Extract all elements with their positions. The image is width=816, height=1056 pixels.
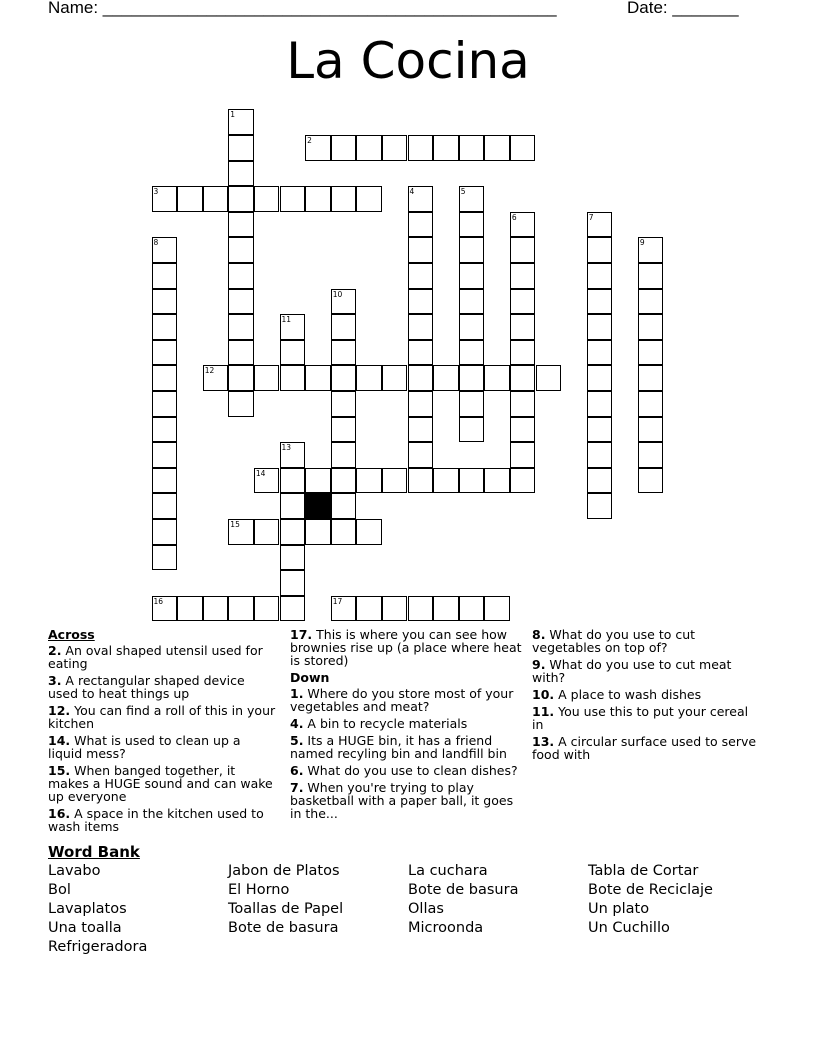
word-bank-item: Jabon de Platos <box>228 863 340 879</box>
crossword-cell[interactable] <box>459 340 485 366</box>
crossword-cell[interactable] <box>254 596 280 622</box>
crossword-cell[interactable] <box>408 263 434 289</box>
crossword-cell[interactable] <box>280 596 306 622</box>
word-bank-item: Ollas <box>408 901 444 917</box>
clue-number-label: 6. <box>290 763 304 778</box>
crossword-cell[interactable] <box>510 135 536 161</box>
clue-number: 8 <box>153 238 159 248</box>
crossword-cell[interactable] <box>331 391 357 417</box>
crossword-cell[interactable] <box>305 365 331 391</box>
clue-text: When you're trying to play basketball with a paper ball, it goes in the... <box>290 780 514 821</box>
word-bank-item: Lavaplatos <box>48 901 127 917</box>
clue <box>532 735 757 761</box>
clue <box>532 658 757 684</box>
crossword-cell[interactable] <box>382 596 408 622</box>
crossword-cell[interactable] <box>331 493 357 519</box>
date-field-label: Date: _______ <box>627 0 739 17</box>
clue-text: What do you use to cut meat with? <box>532 657 732 685</box>
down-heading: Down <box>290 670 330 685</box>
crossword-cell[interactable] <box>254 365 280 391</box>
clue-number-label: 9. <box>532 657 546 672</box>
clue <box>290 734 522 760</box>
crossword-cell[interactable] <box>459 289 485 315</box>
clue-number: 2 <box>307 136 312 145</box>
clue-text: A circular surface used to serve food with <box>532 734 757 762</box>
clue-number-label: 2. <box>48 643 62 658</box>
word-bank-item: Un Cuchillo <box>588 920 670 936</box>
crossword-cell[interactable] <box>331 186 357 212</box>
crossword-cell[interactable] <box>638 263 664 289</box>
crossword-cell[interactable] <box>459 135 485 161</box>
clue-number: 17 <box>332 596 343 606</box>
crossword-cell[interactable] <box>408 212 434 238</box>
crossword-cell[interactable] <box>152 417 178 443</box>
crossword-cell[interactable] <box>305 186 331 212</box>
crossword-cell[interactable] <box>280 365 306 391</box>
word-bank-item: Tabla de Cortar <box>588 863 699 879</box>
crossword-cell[interactable] <box>152 442 178 468</box>
page-title: La Cocina <box>286 32 530 90</box>
word-bank-item: Refrigeradora <box>48 939 148 955</box>
crossword-cell[interactable] <box>280 186 306 212</box>
crossword-cell[interactable] <box>331 340 357 366</box>
word-bank-column <box>48 862 147 957</box>
crossword-cell[interactable] <box>510 365 536 391</box>
clue-text: An oval shaped utensil used for eating <box>48 643 263 671</box>
crossword-cell[interactable] <box>638 417 664 443</box>
word-bank-item: El Horno <box>228 882 290 898</box>
clue-number-label: 13. <box>532 734 555 749</box>
word-bank-item: Lavabo <box>48 863 101 879</box>
crossword-cell[interactable] <box>382 135 408 161</box>
word-bank-item: Bote de Reciclaje <box>588 882 713 898</box>
clue-number: 10 <box>332 289 343 299</box>
clue <box>48 764 278 803</box>
clue-number: 5 <box>460 187 466 197</box>
word-bank-item: Una toalla <box>48 920 122 936</box>
crossword-cell[interactable] <box>152 493 178 519</box>
clue <box>48 807 278 833</box>
crossword-cell[interactable] <box>536 365 562 391</box>
clue-text: This is where you can see how brownies rise up (a place where heat is stored) <box>290 627 522 668</box>
crossword-cell[interactable] <box>356 365 382 391</box>
clue-number: 9 <box>639 238 645 248</box>
crossword-cell[interactable] <box>587 314 613 340</box>
crossword-cell[interactable] <box>433 365 459 391</box>
crossword-cell[interactable] <box>638 314 664 340</box>
crossword-cell[interactable] <box>254 519 280 545</box>
crossword-cell[interactable] <box>433 596 459 622</box>
crossword-cell[interactable] <box>331 442 357 468</box>
clue-number: 11 <box>281 315 292 325</box>
crossword-cell[interactable] <box>587 417 613 443</box>
clue <box>532 705 757 731</box>
crossword-cell[interactable] <box>356 135 382 161</box>
crossword-cell[interactable] <box>510 237 536 263</box>
crossword-cell[interactable] <box>152 289 178 315</box>
crossword-cell[interactable] <box>484 468 510 494</box>
clue-number: 16 <box>153 596 164 606</box>
clue-number: 14 <box>255 468 266 478</box>
clue-number-label: 1. <box>290 686 304 701</box>
crossword-cell[interactable] <box>152 545 178 571</box>
crossword-cell[interactable] <box>433 468 459 494</box>
crossword-cell[interactable] <box>228 186 254 212</box>
clues-column-2 <box>290 628 522 824</box>
clue <box>290 687 522 713</box>
clue-number: 12 <box>204 366 215 376</box>
crossword-cell[interactable] <box>382 365 408 391</box>
crossword-cell[interactable] <box>356 186 382 212</box>
crossword-cell[interactable] <box>638 442 664 468</box>
clue-text: What do you use to cut vegetables on top of? <box>532 627 696 655</box>
crossword-black-cell <box>305 493 331 519</box>
word-bank-column <box>228 862 343 938</box>
crossword-cell[interactable] <box>510 417 536 443</box>
crossword-cell[interactable] <box>408 340 434 366</box>
crossword-cell[interactable] <box>638 365 664 391</box>
clue-number-label: 15. <box>48 763 71 778</box>
crossword-cell[interactable] <box>228 161 254 187</box>
crossword-cell[interactable] <box>177 596 203 622</box>
clue-number-label: 12. <box>48 703 71 718</box>
clue-number: 4 <box>409 187 415 197</box>
crossword-cell[interactable] <box>152 340 178 366</box>
crossword-cell[interactable] <box>484 365 510 391</box>
crossword-cell[interactable] <box>408 391 434 417</box>
crossword-cell[interactable] <box>587 289 613 315</box>
crossword-cell[interactable] <box>408 442 434 468</box>
crossword-cell[interactable] <box>152 263 178 289</box>
crossword-cell[interactable] <box>484 596 510 622</box>
clue-number-label: 10. <box>532 687 555 702</box>
crossword-cell[interactable] <box>280 493 306 519</box>
word-bank-item: Bol <box>48 882 71 898</box>
crossword-cell[interactable] <box>587 237 613 263</box>
crossword-cell[interactable] <box>280 570 306 596</box>
crossword-cell[interactable] <box>152 391 178 417</box>
clue-number: 6 <box>511 212 517 222</box>
crossword-cell[interactable] <box>331 519 357 545</box>
crossword-cell[interactable] <box>484 135 510 161</box>
crossword-cell[interactable] <box>228 289 254 315</box>
crossword-cell[interactable] <box>408 237 434 263</box>
word-bank-item: Bote de basura <box>228 920 339 936</box>
crossword-cell[interactable] <box>356 468 382 494</box>
clue <box>290 764 522 777</box>
crossword-cell[interactable] <box>408 417 434 443</box>
clue-number-label: 4. <box>290 716 304 731</box>
clue-text: You can find a roll of this in your kitchen <box>48 703 276 731</box>
crossword-cell[interactable] <box>459 468 485 494</box>
crossword-cell[interactable] <box>459 596 485 622</box>
crossword-cell[interactable] <box>459 237 485 263</box>
crossword-cell[interactable] <box>228 340 254 366</box>
crossword-cell[interactable] <box>459 417 485 443</box>
crossword-cell[interactable] <box>510 442 536 468</box>
clue-text: You use this to put your cereal in <box>532 704 749 732</box>
crossword-cell[interactable] <box>331 417 357 443</box>
word-bank-column <box>408 862 518 938</box>
crossword-cell[interactable] <box>228 135 254 161</box>
crossword-cell[interactable] <box>638 468 664 494</box>
crossword-cell[interactable] <box>459 391 485 417</box>
clue-text: Its a HUGE bin, it has a friend named recyling bin and landfill bin <box>290 733 507 761</box>
clue-text: When banged together, it makes a HUGE sound and can wake up everyone <box>48 763 273 804</box>
crossword-cell[interactable] <box>177 186 203 212</box>
clue <box>48 644 278 670</box>
clue-number-label: 7. <box>290 780 304 795</box>
crossword-cell[interactable] <box>638 289 664 315</box>
crossword-cell[interactable] <box>459 263 485 289</box>
crossword-cell[interactable] <box>152 519 178 545</box>
crossword-cell[interactable] <box>510 314 536 340</box>
crossword-cell[interactable] <box>305 519 331 545</box>
crossword-cell[interactable] <box>152 365 178 391</box>
word-bank-item: Toallas de Papel <box>228 901 344 917</box>
clue-number: 1 <box>230 110 236 120</box>
word-bank-item: Bote de basura <box>408 882 519 898</box>
crossword-cell[interactable] <box>587 468 613 494</box>
crossword-cell[interactable] <box>587 493 613 519</box>
crossword-cell[interactable] <box>331 365 357 391</box>
crossword-cell[interactable] <box>587 340 613 366</box>
clue <box>290 781 522 820</box>
crossword-cell[interactable] <box>510 289 536 315</box>
crossword-cell[interactable] <box>587 391 613 417</box>
clue-number-label: 16. <box>48 806 71 821</box>
crossword-cell[interactable] <box>228 237 254 263</box>
crossword-cell[interactable] <box>331 314 357 340</box>
crossword-cell[interactable] <box>305 468 331 494</box>
clue-text: Where do you store most of your vegetables and meat? <box>290 686 514 714</box>
crossword-cell[interactable] <box>280 468 306 494</box>
crossword-cell[interactable] <box>433 135 459 161</box>
word-bank-item: Microonda <box>408 920 484 936</box>
clue-number: 7 <box>588 212 594 222</box>
crossword-cell[interactable] <box>510 263 536 289</box>
clue-text: A space in the kitchen used to wash items <box>48 806 264 834</box>
crossword-cell[interactable] <box>408 365 434 391</box>
clue-number: 15 <box>230 520 240 529</box>
crossword-cell[interactable] <box>408 135 434 161</box>
clue-text: A place to wash dishes <box>554 687 702 702</box>
clue-number: 3 <box>153 187 159 197</box>
crossword-cell[interactable] <box>587 365 613 391</box>
crossword-cell[interactable] <box>587 442 613 468</box>
clue <box>48 674 278 700</box>
crossword-cell[interactable] <box>638 340 664 366</box>
crossword-cell[interactable] <box>203 596 229 622</box>
clue-number-label: 5. <box>290 733 304 748</box>
clue-text: A bin to recycle materials <box>303 716 468 731</box>
crossword-cell[interactable] <box>408 289 434 315</box>
clue-number-label: 8. <box>532 627 546 642</box>
crossword-cell[interactable] <box>356 519 382 545</box>
crossword-cell[interactable] <box>459 314 485 340</box>
clue <box>532 628 757 654</box>
clue <box>290 717 522 730</box>
clues-column-1 <box>48 628 278 837</box>
clue-number-label: 14. <box>48 733 71 748</box>
crossword-cell[interactable] <box>510 468 536 494</box>
crossword-cell[interactable] <box>408 314 434 340</box>
crossword-cell[interactable] <box>510 391 536 417</box>
crossword-cell[interactable] <box>331 468 357 494</box>
crossword-cell[interactable] <box>228 391 254 417</box>
crossword-cell[interactable] <box>408 596 434 622</box>
crossword-cell[interactable] <box>331 135 357 161</box>
crossword-cell[interactable] <box>228 263 254 289</box>
crossword-cell[interactable] <box>280 545 306 571</box>
crossword-cell[interactable] <box>280 519 306 545</box>
crossword-cell[interactable] <box>459 212 485 238</box>
name-field-label: Name: ________________________________________________ <box>48 0 557 17</box>
crossword-cell[interactable] <box>228 365 254 391</box>
crossword-cell[interactable] <box>382 468 408 494</box>
crossword-cell[interactable] <box>459 365 485 391</box>
crossword-cell[interactable] <box>254 186 280 212</box>
clue <box>290 628 522 667</box>
crossword-cell[interactable] <box>152 468 178 494</box>
clue <box>532 688 757 701</box>
clue <box>48 734 278 760</box>
crossword-cell[interactable] <box>152 314 178 340</box>
word-bank-item: Un plato <box>588 901 650 917</box>
clue-number-label: 11. <box>532 704 555 719</box>
crossword-cell[interactable] <box>228 596 254 622</box>
clue <box>48 704 278 730</box>
crossword-cell[interactable] <box>203 186 229 212</box>
across-heading: Across <box>48 627 95 642</box>
clues-column-3 <box>532 628 757 765</box>
word-bank-column <box>588 862 713 938</box>
crossword-cell[interactable] <box>280 340 306 366</box>
clue-number-label: 17. <box>290 627 313 642</box>
crossword-cell[interactable] <box>356 596 382 622</box>
clue-text: What do you use to clean dishes? <box>303 763 518 778</box>
clue-text: A rectangular shaped device used to heat things up <box>48 673 245 701</box>
crossword-cell[interactable] <box>228 314 254 340</box>
clue-text: What is used to clean up a liquid mess? <box>48 733 241 761</box>
clue-number: 13 <box>281 443 292 453</box>
crossword-cell[interactable] <box>638 391 664 417</box>
crossword-cell[interactable] <box>228 212 254 238</box>
clue-number-label: 3. <box>48 673 62 688</box>
crossword-cell[interactable] <box>408 468 434 494</box>
word-bank-title: Word Bank <box>48 843 140 861</box>
crossword-cell[interactable] <box>587 263 613 289</box>
word-bank-item: La cuchara <box>408 863 488 879</box>
crossword-cell[interactable] <box>510 340 536 366</box>
